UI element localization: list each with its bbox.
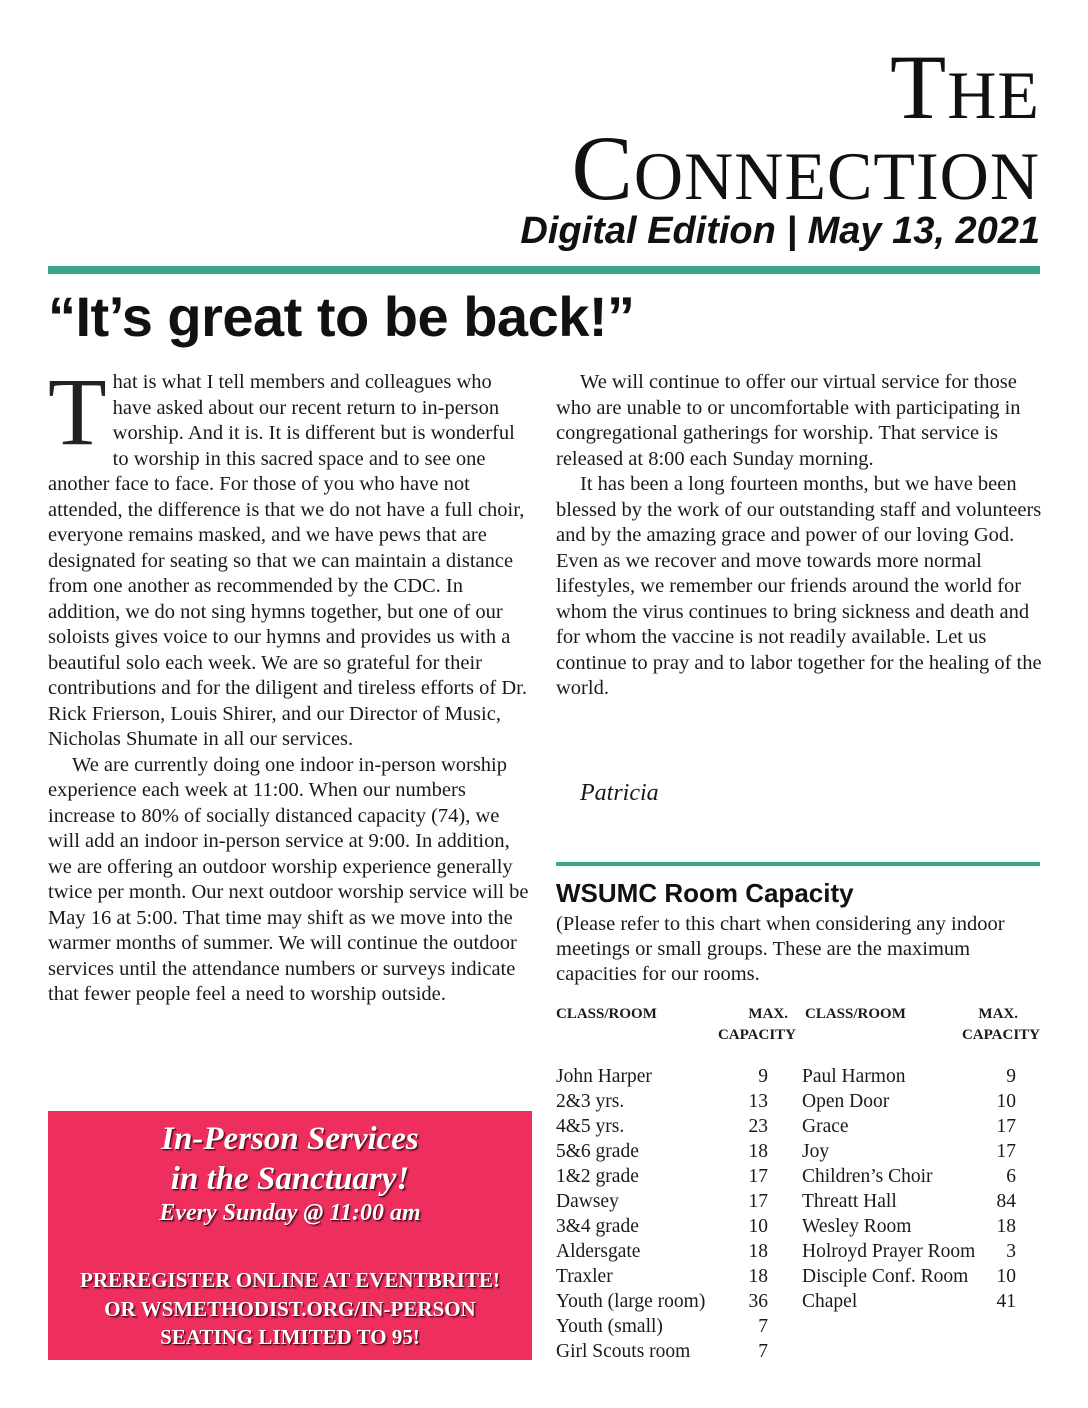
capacity-row: Children’s Choir 6: [802, 1166, 1016, 1187]
capacity-note: (Please refer to this chart when considering any indoor meetings or small groups. These are the maximum capacities for our rooms.: [556, 913, 1005, 985]
article-paragraph: We are currently doing one indoor in-person worship experience each week at 11:00. When our numbers increase to 80% of socially distanced capacity (74), we will add an indoor in-person service at 9:00. In addition, we are offering an outdoor worship experience generally twice per month. Our next outdoor worship service will be May 16 at 5:00. That time may shift as we move into the warmer months of summer. We will continue the outdoor services until the attendance numbers or surveys indicate that fewer people feel a need to worship outside.: [48, 753, 529, 1005]
capacity-row: Open Door 10: [802, 1091, 1016, 1112]
capacity-row: Threatt Hall 84: [802, 1191, 1016, 1212]
article-signature: Patricia: [580, 780, 659, 806]
banner-schedule: Every Sunday @ 11:00 am: [159, 1200, 421, 1226]
capacity-row: 4&5 yrs. 23: [556, 1116, 768, 1137]
top-divider: [48, 266, 1040, 274]
masthead-title: [571, 36, 1040, 220]
banner-title-line2: in the Sanctuary!: [170, 1161, 410, 1197]
section-divider: [556, 862, 1040, 866]
drop-cap: T: [48, 358, 107, 465]
capacity-row: Youth (large room) 36: [556, 1291, 768, 1312]
capacity-row: Paul Harmon 9: [802, 1066, 1016, 1087]
capacity-row: 1&2 grade 17: [556, 1166, 768, 1187]
capacity-row: 3&4 grade 10: [556, 1216, 768, 1237]
header-class-room: CLASS/ROOM: [556, 1006, 657, 1022]
header-capacity: CAPACITY: [717, 1027, 796, 1043]
article-right-column: [556, 370, 1042, 702]
header-max: MAX.: [978, 1006, 1018, 1022]
capacity-row: Chapel 41: [802, 1291, 1016, 1312]
edition-date: Digital Edition | May 13, 2021: [520, 210, 1040, 252]
capacity-row: Youth (small) 7: [556, 1316, 768, 1337]
banner-seating-limit: SEATING LIMITED TO 95!: [160, 1325, 420, 1349]
capacity-title: WSUMC Room Capacity: [556, 878, 854, 908]
article-paragraph: It has been a long fourteen months, but we have been blessed by the work of our outstanding staff and volunteers and by the amazing grace and power of our loving God. Even as we recover and move towards more normal lifestyles, we remember our friends around the world for whom the virus continues to bring sickness and death and for whom the vaccine is not readily available. Let us continue to pray and to labor together for the healing of the world.: [556, 473, 1042, 699]
article-left-column: [48, 358, 532, 1008]
in-person-services-banner: [48, 1111, 532, 1360]
masthead-line-connection: CONNECTION: [571, 117, 1040, 220]
capacity-row: Grace 17: [802, 1116, 1016, 1137]
banner-website: OR WSMETHODIST.ORG/IN-PERSON: [104, 1297, 476, 1321]
article-paragraph: That is what I tell members and colleagues who have asked about our recent return to in-person worship. And it is. It is different but is wonderful to worship in this sacred space and to see one another face to face. For those of you who have not attended, the difference is that we do not have a full choir, everyone remains masked, and we have pews that are designated for seating so that we can maintain a distance from one another as recommended by the CDC. In addition, we do not sing hymns together, but one of our soloists gives voice to our hymns and provides us with a beautiful solo each week. We are so grateful for their contributions and for the diligent and tireless efforts of Dr. Rick Frierson, Louis Shirer, and our Director of Music, Nicholas Shumate in all our services.: [48, 358, 527, 750]
header-class-room: CLASS/ROOM: [805, 1006, 906, 1022]
article-paragraph: We will continue to offer our virtual service for those who are unable to or uncomfortable with participating in congregational gatherings for worship. That service is released at 8:00 each Sunday morning.: [556, 371, 1021, 470]
capacity-list-right: [802, 1064, 1016, 1314]
capacity-row: John Harper 9: [556, 1066, 768, 1087]
masthead-line-the: THE: [890, 36, 1040, 138]
capacity-row: 5&6 grade 18: [556, 1141, 768, 1162]
capacity-row: Dawsey 17: [556, 1191, 768, 1212]
capacity-row: Holroyd Prayer Room 3: [802, 1241, 1016, 1262]
article-headline: “It’s great to be back!”: [48, 285, 635, 348]
capacity-list-left: [556, 1064, 768, 1364]
capacity-row: Wesley Room 18: [802, 1216, 1016, 1237]
capacity-row: Disciple Conf. Room 10: [802, 1266, 1016, 1287]
capacity-row: Joy 17: [802, 1141, 1016, 1162]
capacity-row: Traxler 18: [556, 1266, 768, 1287]
header-max: MAX.: [748, 1006, 788, 1022]
header-capacity: CAPACITY: [961, 1027, 1040, 1043]
banner-preregister: PREREGISTER ONLINE AT EVENTBRITE!: [80, 1268, 500, 1292]
capacity-row: Aldersgate 18: [556, 1241, 768, 1262]
capacity-row: 2&3 yrs. 13: [556, 1091, 768, 1112]
capacity-row: Girl Scouts room 7: [556, 1341, 768, 1362]
banner-title-line1: In-Person Services: [161, 1121, 419, 1157]
